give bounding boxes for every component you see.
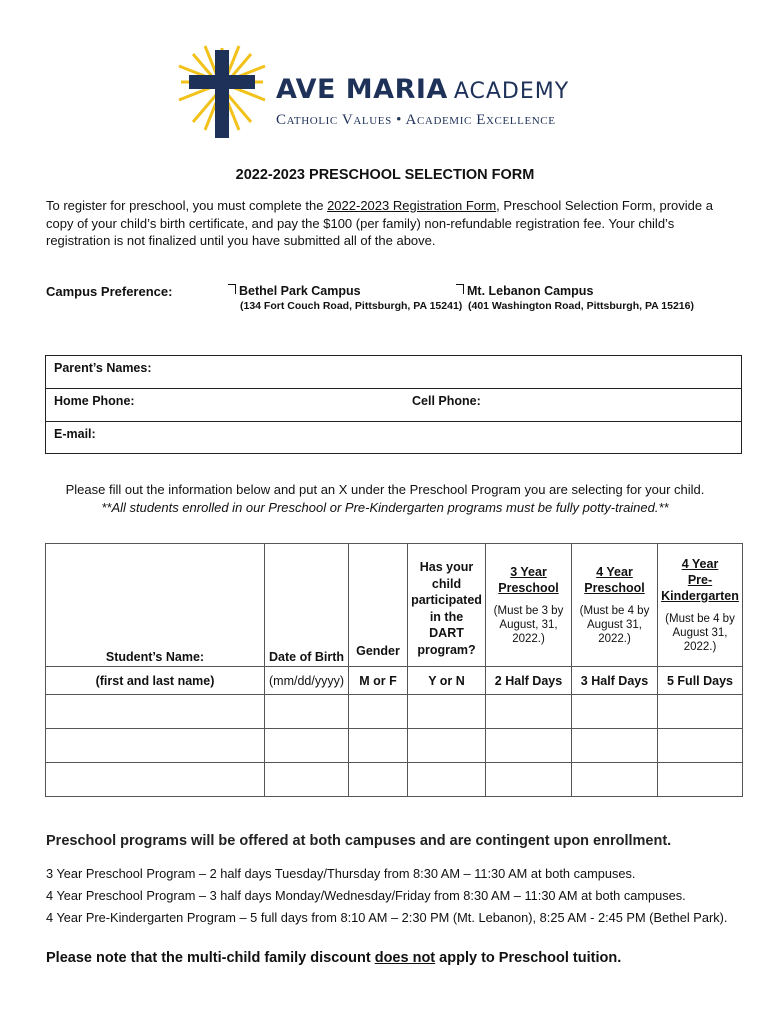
cross-icon [175, 44, 269, 140]
program-cell[interactable] [486, 763, 572, 797]
logo [175, 44, 575, 144]
program-cell[interactable] [572, 763, 658, 797]
checkbox-icon[interactable] [228, 284, 236, 294]
gender-label: Gender [356, 644, 400, 658]
program-schedule-line: 3 Year Preschool Program – 2 half days Tuesday/Thursday from 8:30 AM – 11:30 AM at both campuses. [46, 866, 636, 881]
program-cell[interactable] [486, 695, 572, 729]
phone-row [46, 389, 741, 422]
program-header-4yr [572, 544, 658, 667]
parent-names-label: Parent’s Names: [54, 361, 152, 375]
parent-names-field[interactable] [46, 356, 741, 389]
program-days-prek: 5 Full Days [658, 667, 743, 695]
intro-paragraph [46, 197, 726, 250]
table-row [46, 763, 743, 797]
email-label: E-mail: [54, 427, 96, 441]
program-name: Preschool [498, 581, 559, 595]
program-cell[interactable] [572, 729, 658, 763]
program-note: August 31, [587, 619, 642, 631]
dart-header [408, 544, 486, 667]
logo-tagline: Catholic Values • Academic Excellence [276, 112, 556, 128]
campus-option1-label: Bethel Park Campus [239, 284, 361, 298]
parent-info-box [45, 355, 742, 454]
program-days-3yr: 2 Half Days [486, 667, 572, 695]
note-emphasis: does not [374, 950, 436, 966]
campus-option-mt-lebanon[interactable] [456, 284, 593, 298]
dob-label: Date of Birth [269, 650, 344, 664]
gender-cell[interactable] [349, 729, 408, 763]
gender-cell[interactable] [349, 763, 408, 797]
student-name-cell[interactable] [46, 695, 265, 729]
logo-academy: ACADEMY [453, 79, 570, 104]
student-name-cell[interactable] [46, 763, 265, 797]
program-schedule-line: 4 Year Preschool Program – 3 half days Monday/Wednesday/Friday from 8:30 AM – 11:30 AM at both campuses. [46, 888, 686, 903]
student-table [45, 543, 743, 797]
program-note: (Must be 4 by [665, 613, 735, 625]
campus-option1-address: (134 Fort Couch Road, Pittsburgh, PA 15241) [240, 300, 463, 312]
checkbox-icon[interactable] [456, 284, 464, 294]
student-name-header [46, 544, 265, 667]
program-cell[interactable] [658, 695, 743, 729]
dart-line: in the DART [429, 609, 464, 640]
dart-cell[interactable] [408, 729, 486, 763]
program-days-4yr: 3 Half Days [572, 667, 658, 695]
discount-note [46, 950, 621, 966]
programs-offered-heading: Preschool programs will be offered at both campuses and are contingent upon enrollment. [46, 833, 672, 849]
program-header-3yr [486, 544, 572, 667]
dart-sub: Y or N [408, 667, 486, 695]
program-cell[interactable] [658, 729, 743, 763]
program-cell[interactable] [486, 729, 572, 763]
instructions-line: Please fill out the information below and put an X under the Preschool Program you are selecting for your child. [65, 482, 705, 497]
gender-header [349, 544, 408, 667]
table-row [46, 695, 743, 729]
program-cell[interactable] [658, 763, 743, 797]
program-name: Pre- [687, 573, 713, 587]
program-name: 4 Year [596, 565, 633, 579]
dart-line: program? [417, 642, 476, 657]
program-cell[interactable] [572, 695, 658, 729]
cell-phone-label: Cell Phone: [412, 394, 481, 408]
gender-cell[interactable] [349, 695, 408, 729]
note-after: apply to Preschool tuition. [435, 950, 622, 966]
dob-header [265, 544, 349, 667]
student-name-sub: (first and last name) [46, 667, 265, 695]
campus-preference-label: Campus Preference: [46, 284, 173, 299]
campus-option2-address: (401 Washington Road, Pittsburgh, PA 15216) [468, 300, 694, 312]
student-name-label: Student’s Name: [105, 650, 205, 664]
program-note: (Must be 4 by [579, 605, 650, 617]
program-note: August 31, [672, 627, 728, 639]
program-name: 3 Year [510, 565, 547, 579]
program-name: Preschool [584, 581, 645, 595]
form-title: 2022-2023 PRESCHOOL SELECTION FORM [235, 167, 535, 183]
dart-cell[interactable] [408, 763, 486, 797]
campus-option-bethel-park[interactable] [228, 284, 361, 298]
email-field[interactable] [46, 422, 741, 453]
student-name-cell[interactable] [46, 729, 265, 763]
program-name: Kindergarten [661, 589, 739, 603]
intro-before: To register for preschool, you must complete the [46, 198, 328, 213]
dob-cell[interactable] [265, 763, 349, 797]
program-name: 4 Year [681, 557, 719, 571]
program-note: 2022.) [683, 641, 717, 653]
intro-after: , Preschool Selection Form, provide a copy of your child’s birth certificate, and pay the $100 (per family) non-refundable registration fee. Your child’s registration is not finalized until you have submitted all of the above. [46, 198, 713, 248]
potty-trained-note: **All students enrolled in our Preschool or Pre-Kindergarten programs must be fully potty-trained.** [101, 500, 669, 515]
dob-sub: (mm/dd/yyyy) [265, 667, 349, 695]
dart-line: participated [411, 593, 482, 607]
program-header-prek [658, 544, 743, 667]
dart-line: Has your [419, 560, 474, 574]
dart-line: child [431, 576, 462, 591]
dob-cell[interactable] [265, 729, 349, 763]
dart-cell[interactable] [408, 695, 486, 729]
dob-cell[interactable] [265, 695, 349, 729]
registration-form-link[interactable]: 2022-2023 Registration Form [327, 198, 497, 213]
campus-option2-label: Mt. Lebanon Campus [467, 284, 594, 298]
table-row [46, 729, 743, 763]
program-note: August, 31, [499, 619, 558, 631]
note-before: Please note that the multi-child family discount [46, 950, 375, 966]
program-note: 2022.) [512, 633, 545, 645]
program-schedule-line: 4 Year Pre-Kindergarten Program – 5 full days from 8:10 AM – 2:30 PM (Mt. Lebanon), 8:25 AM - 2:45 PM (Bethel Park). [46, 910, 728, 925]
logo-name: AVE MARIA [276, 74, 448, 105]
home-phone-label: Home Phone: [54, 394, 135, 408]
program-note: 2022.) [598, 633, 631, 645]
gender-sub: M or F [349, 667, 408, 695]
table-subheader-row [46, 667, 743, 695]
table-header-row [46, 544, 743, 667]
logo-title [276, 74, 569, 105]
program-note: (Must be 3 by [493, 605, 564, 617]
